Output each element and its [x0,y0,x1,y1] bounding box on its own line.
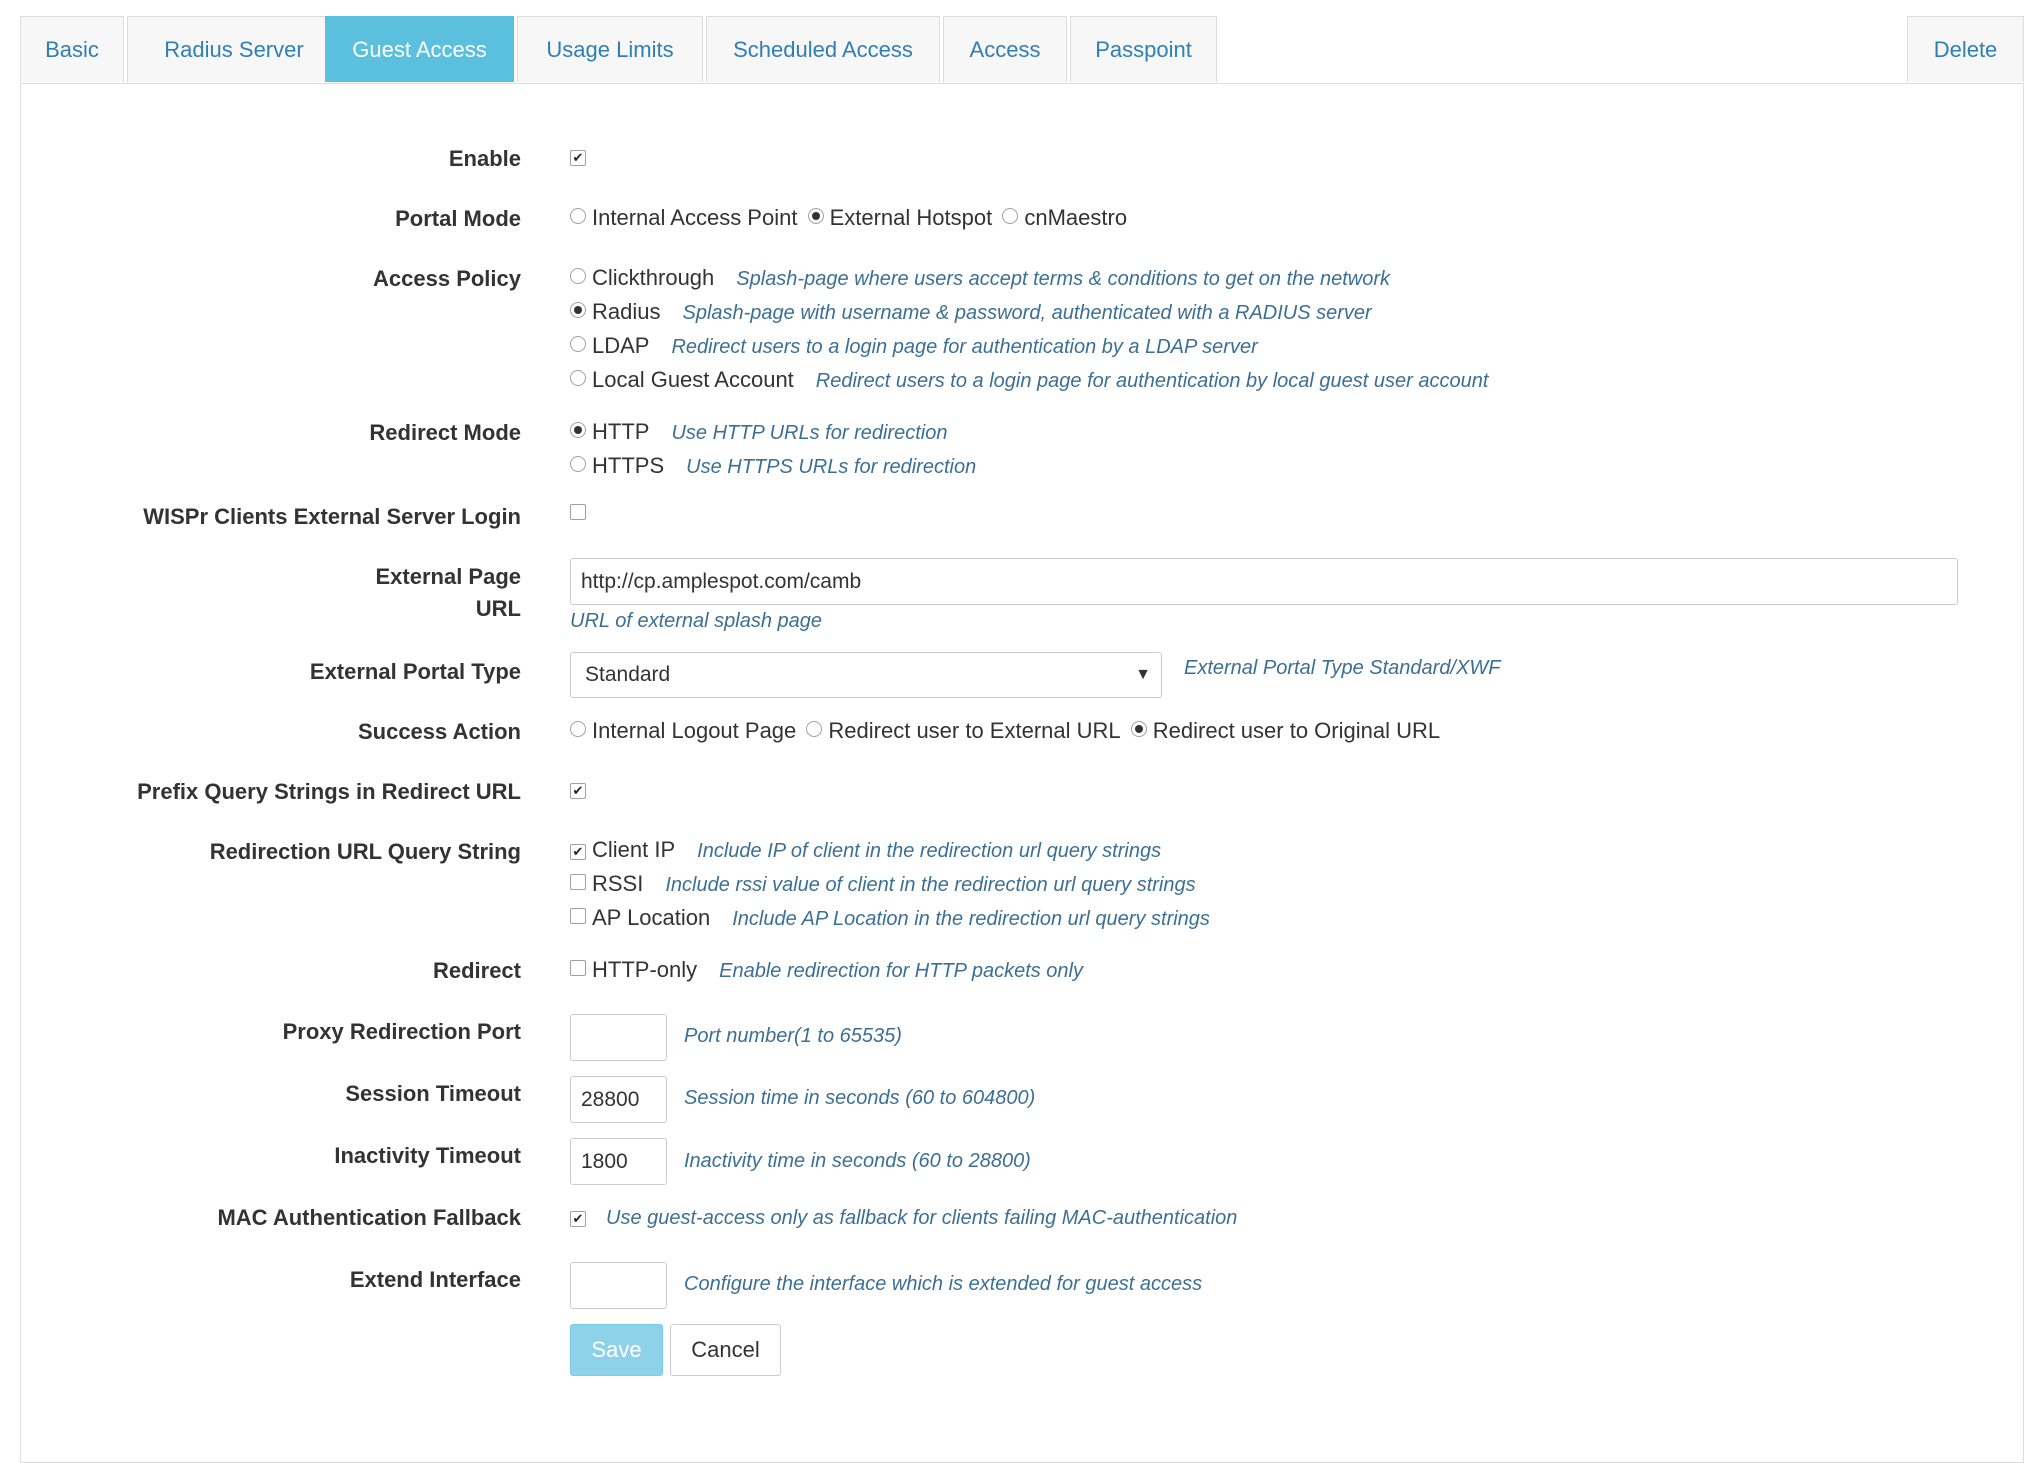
proxy-port-help: Port number(1 to 65535) [684,1025,902,1047]
enable-checkbox[interactable]: ✔ [570,150,586,166]
portal-mode-cnmaestro-option[interactable]: cnMaestro [1002,202,1127,234]
redirection-query-label: Redirection URL Query String [209,839,521,864]
tab-bar [20,16,2024,84]
rssi-checkbox[interactable] [570,874,586,890]
help-text: Redirect users to a login page for authentication by local guest user account [815,370,1489,392]
client-ip-checkbox[interactable]: ✔ [570,844,586,860]
help-text: Splash-page with username & password, authenticated with a RADIUS server [682,302,1372,324]
portal-mode-internal-option[interactable]: Internal Access Point [570,202,797,234]
tab-passpoint[interactable]: Passpoint [1070,16,1217,82]
access-policy-radius-option[interactable]: Radius Splash-page with username & password, authenticated with a RADIUS server [570,296,1488,330]
cancel-button[interactable]: Cancel [670,1324,781,1376]
ap-location-checkbox[interactable] [570,908,586,924]
external-page-url-label-line1: External Page [375,564,521,589]
tab-radius-server[interactable]: Radius Server [127,16,341,82]
wispr-control [570,498,592,530]
radio-icon[interactable] [570,721,586,737]
prefix-query-label: Prefix Query Strings in Redirect URL [137,779,521,804]
mac-fallback-checkbox[interactable]: ✔ [570,1211,586,1227]
radio-icon[interactable] [570,456,586,472]
redirect-mode-group [570,416,976,484]
success-action-label: Success Action [357,719,521,744]
radio-icon[interactable] [570,370,586,386]
external-page-url-input[interactable]: http://cp.amplespot.com/camb [570,558,1958,605]
session-timeout-help: Session time in seconds (60 to 604800) [684,1087,1036,1109]
access-policy-clickthrough-option[interactable]: Clickthrough Splash-page where users accept terms & conditions to get on the network [570,262,1488,296]
access-policy-ldap-option[interactable]: LDAP Redirect users to a login page for authentication by a LDAP server [570,330,1488,364]
tab-delete[interactable]: Delete [1907,16,2024,82]
inactivity-timeout-input[interactable]: 1800 [570,1138,667,1185]
tab-usage-limits[interactable]: Usage Limits [517,16,703,82]
redirect-control [570,954,1087,987]
help-text: Include AP Location in the redirection url query strings [732,908,1210,930]
radio-selected-icon[interactable] [808,208,824,224]
external-portal-type-label: External Portal Type [309,659,521,684]
external-portal-type-help: External Portal Type Standard/XWF [1184,657,1501,679]
redirect-http-only-option[interactable]: HTTP-only Enable redirection for HTTP packets only [570,954,1083,987]
prefix-query-control [570,773,592,805]
external-page-url-label-line2: URL [475,596,521,621]
save-button[interactable]: Save [570,1324,663,1376]
inactivity-timeout-help: Inactivity time in seconds (60 to 28800) [684,1150,1031,1172]
extend-interface-input[interactable] [570,1262,667,1309]
radio-icon[interactable] [806,721,822,737]
redirect-mode-https-option[interactable]: HTTPS Use HTTPS URLs for redirection [570,450,976,484]
http-only-checkbox[interactable] [570,960,586,976]
inactivity-timeout-label: Inactivity Timeout [334,1143,521,1168]
enable-label: Enable [448,146,521,171]
query-ap-location-option[interactable]: AP Location Include AP Location in the redirection url query strings [570,902,1210,936]
wispr-checkbox[interactable] [570,504,586,520]
redirect-mode-label: Redirect Mode [369,420,521,445]
mac-fallback-help: Use guest-access only as fallback for clients failing MAC-authentication [606,1207,1238,1229]
portal-mode-external-option[interactable]: External Hotspot [808,202,993,234]
access-policy-local-guest-option[interactable]: Local Guest Account Redirect users to a login page for authentication by local guest user account [570,364,1488,398]
proxy-port-label: Proxy Redirection Port [282,1019,521,1044]
proxy-port-input[interactable] [570,1014,667,1061]
radio-icon[interactable] [570,208,586,224]
help-text: Use HTTPS URLs for redirection [686,456,977,478]
enable-control [570,140,592,172]
redirection-query-group [570,834,1210,936]
tab-guest-access[interactable]: Guest Access [325,16,514,82]
help-text: Splash-page where users accept terms & conditions to get on the network [736,268,1390,290]
mac-fallback-control [570,1201,1237,1234]
success-action-group [570,715,1444,747]
session-timeout-input[interactable]: 28800 [570,1076,667,1123]
help-text: Include IP of client in the redirection url query strings [697,840,1162,862]
prefix-query-checkbox[interactable]: ✔ [570,783,586,799]
radio-icon[interactable] [570,268,586,284]
help-text: Enable redirection for HTTP packets only [719,960,1083,982]
portal-mode-label: Portal Mode [395,206,521,231]
success-action-external-url-option[interactable]: Redirect user to External URL [806,715,1120,747]
radio-selected-icon[interactable] [570,302,586,318]
radio-icon[interactable] [1002,208,1018,224]
session-timeout-label: Session Timeout [345,1081,521,1106]
radio-selected-icon[interactable] [570,422,586,438]
access-policy-group [570,262,1488,398]
radio-icon[interactable] [570,336,586,352]
external-portal-type-select[interactable] [570,652,1162,698]
access-policy-label: Access Policy [373,266,521,291]
query-rssi-option[interactable]: RSSI Include rssi value of client in the redirection url query strings [570,868,1210,902]
wispr-label: WISPr Clients External Server Login [143,504,521,529]
redirect-label: Redirect [432,958,521,983]
mac-fallback-label: MAC Authentication Fallback [217,1205,521,1230]
external-portal-type-value: Standard [585,663,671,686]
portal-mode-group [570,202,1131,234]
success-action-original-url-option[interactable]: Redirect user to Original URL [1131,715,1440,747]
extend-interface-help: Configure the interface which is extended for guest access [684,1273,1203,1295]
chevron-down-icon: ▼ [1135,666,1151,683]
help-text: Redirect users to a login page for authentication by a LDAP server [671,336,1258,358]
radio-selected-icon[interactable] [1131,721,1147,737]
extend-interface-label: Extend Interface [349,1267,521,1292]
tab-scheduled-access[interactable]: Scheduled Access [706,16,940,82]
external-page-url-help: URL of external splash page [570,610,823,632]
tab-access[interactable]: Access [943,16,1067,82]
help-text: Use HTTP URLs for redirection [671,422,948,444]
success-action-logout-option[interactable]: Internal Logout Page [570,715,796,747]
tab-basic[interactable]: Basic [20,16,124,82]
redirect-mode-http-option[interactable]: HTTP Use HTTP URLs for redirection [570,416,976,450]
query-client-ip-option[interactable]: ✔ Client IP Include IP of client in the redirection url query strings [570,834,1210,868]
help-text: Include rssi value of client in the redirection url query strings [665,874,1196,896]
